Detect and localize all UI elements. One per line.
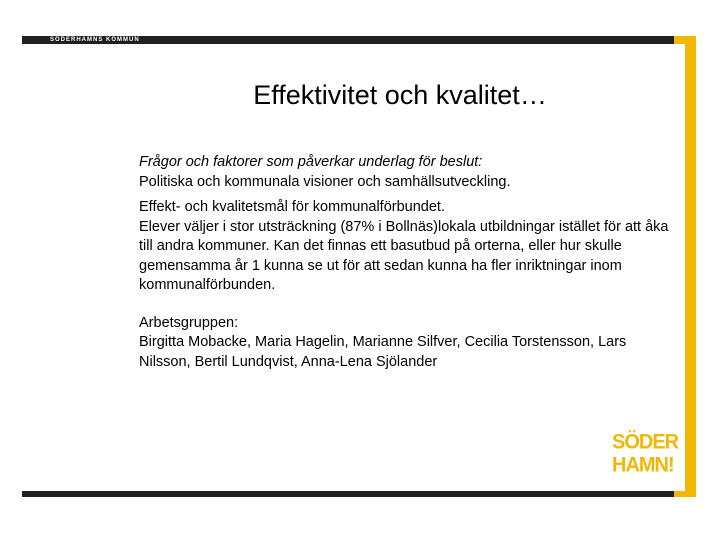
soderhamn-logo — [612, 431, 678, 484]
logo-line-1: SÖDER — [612, 430, 679, 454]
content-paragraph: Elever väljer i stor utsträckning (87% i Bollnäs)lokala utbildningar istället för att åka till andra kommuner. Kan det finnas ett basutbud på orterna, eller hur skulle gemensamma år 1 kunna se ut för att sedan kunna ha fler inriktningar inom kommunalförbunden. — [139, 218, 669, 293]
question-label: Frågor och faktorer som påverkar underlag för beslut: — [139, 154, 483, 170]
group-members: Birgitta Mobacke, Maria Hagelin, Marianne Silfver, Cecilia Torstensson, Lars Nilsson, Bertil Lundqvist, Anna-Lena Sjölander — [139, 334, 627, 370]
group-label: Arbetsgruppen: — [139, 314, 239, 331]
top-frame-bar — [22, 36, 696, 44]
logo-line-2: HAMN! — [612, 453, 674, 477]
slide-content — [139, 153, 679, 372]
content-line-2: Effekt- och kvalitetsmål för kommunalförbundet. — [139, 199, 445, 215]
slide-title: Effektivitet och kvalitet… — [253, 80, 547, 110]
frame-accent — [674, 491, 696, 497]
bottom-frame-bar — [22, 491, 696, 497]
content-line-1: Politiska och kommunala visioner och samhällsutveckling. — [139, 173, 511, 190]
org-name: SÖDERHAMNS KOMMUN — [50, 37, 140, 43]
